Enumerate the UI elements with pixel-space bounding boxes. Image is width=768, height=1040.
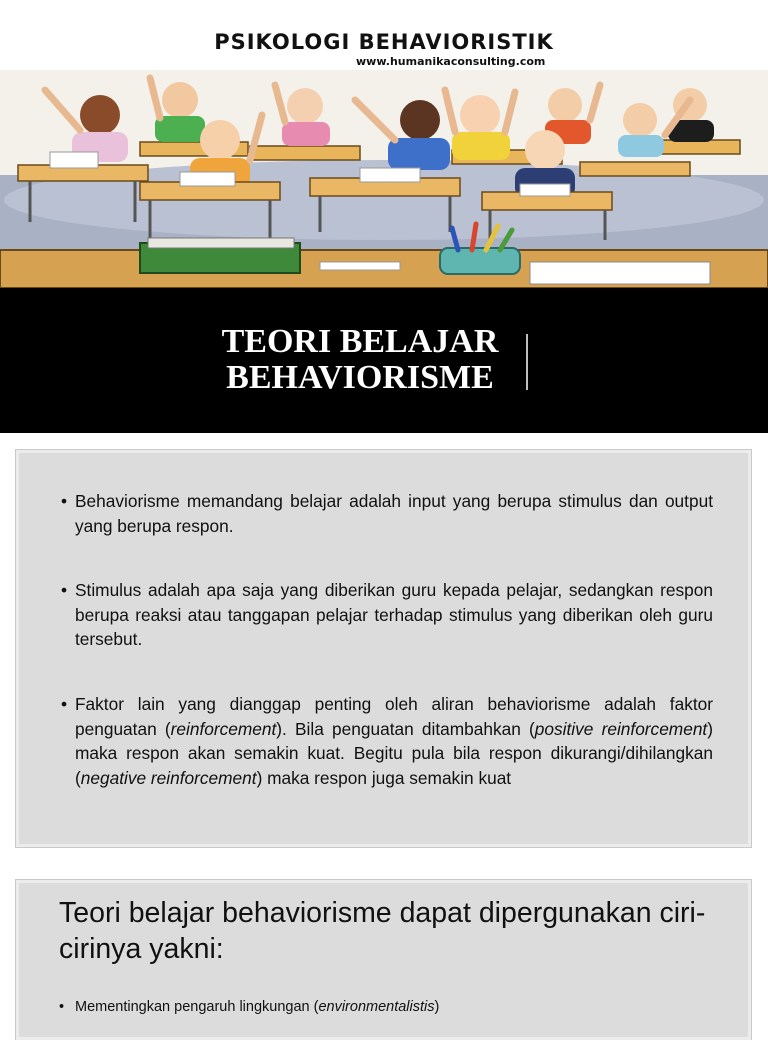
banner-title: PSIKOLOGI BEHAVIORISTIK bbox=[214, 30, 554, 54]
bullet-item bbox=[61, 692, 713, 790]
bullet-text: ) maka respon akan semakin kuat. Begitu pula bila respon dikurangi/dihilangkan ( bbox=[75, 718, 713, 788]
bullet-item: • Stimulus adalah apa saja yang diberikan guru kepada pelajar, sedangkan respon berupa reaksi atau tanggapan pelajar terhadap stimulus yang diberikan oleh guru tersebut. bbox=[61, 578, 713, 652]
header-banner bbox=[0, 0, 768, 288]
bullet-text: Mementingkan pengaruh lingkungan ( bbox=[75, 999, 319, 1015]
bullet-italic-term: environmentalistis bbox=[318, 999, 435, 1015]
title-band bbox=[0, 288, 768, 433]
title-divider bbox=[526, 334, 528, 390]
banner-url: www.humanikaconsulting.com bbox=[356, 55, 546, 68]
bullet-italic-term: positive reinforcement bbox=[534, 718, 708, 739]
bullet-text: ) bbox=[434, 999, 440, 1015]
page-title-line1: TEORI BELAJAR bbox=[221, 323, 499, 360]
bullet-text: ). Bila penguatan ditambahkan ( bbox=[276, 718, 535, 739]
bullet-italic-term: negative reinforcement bbox=[80, 767, 257, 788]
page-title-line2: BEHAVIORISME bbox=[226, 359, 494, 396]
slide-characteristics bbox=[16, 880, 751, 1040]
slide-heading: Teori belajar behaviorisme dapat dipergunakan ciri-cirinya yakni: bbox=[59, 897, 706, 965]
page-title bbox=[200, 324, 520, 396]
bullet-text: Faktor lain yang dianggap penting oleh aliran behaviorisme adalah faktor penguatan ( bbox=[75, 693, 713, 739]
bullet-list bbox=[61, 489, 713, 830]
bullet-italic-term: reinforcement bbox=[170, 718, 277, 739]
bullet-text: ) maka respon juga semakin kuat bbox=[256, 767, 512, 788]
bullet-item bbox=[59, 999, 735, 1015]
bullet-item: • Behaviorisme memandang belajar adalah input yang berupa stimulus dan output yang berupa respon. bbox=[61, 489, 713, 538]
slide-definition bbox=[16, 450, 751, 847]
